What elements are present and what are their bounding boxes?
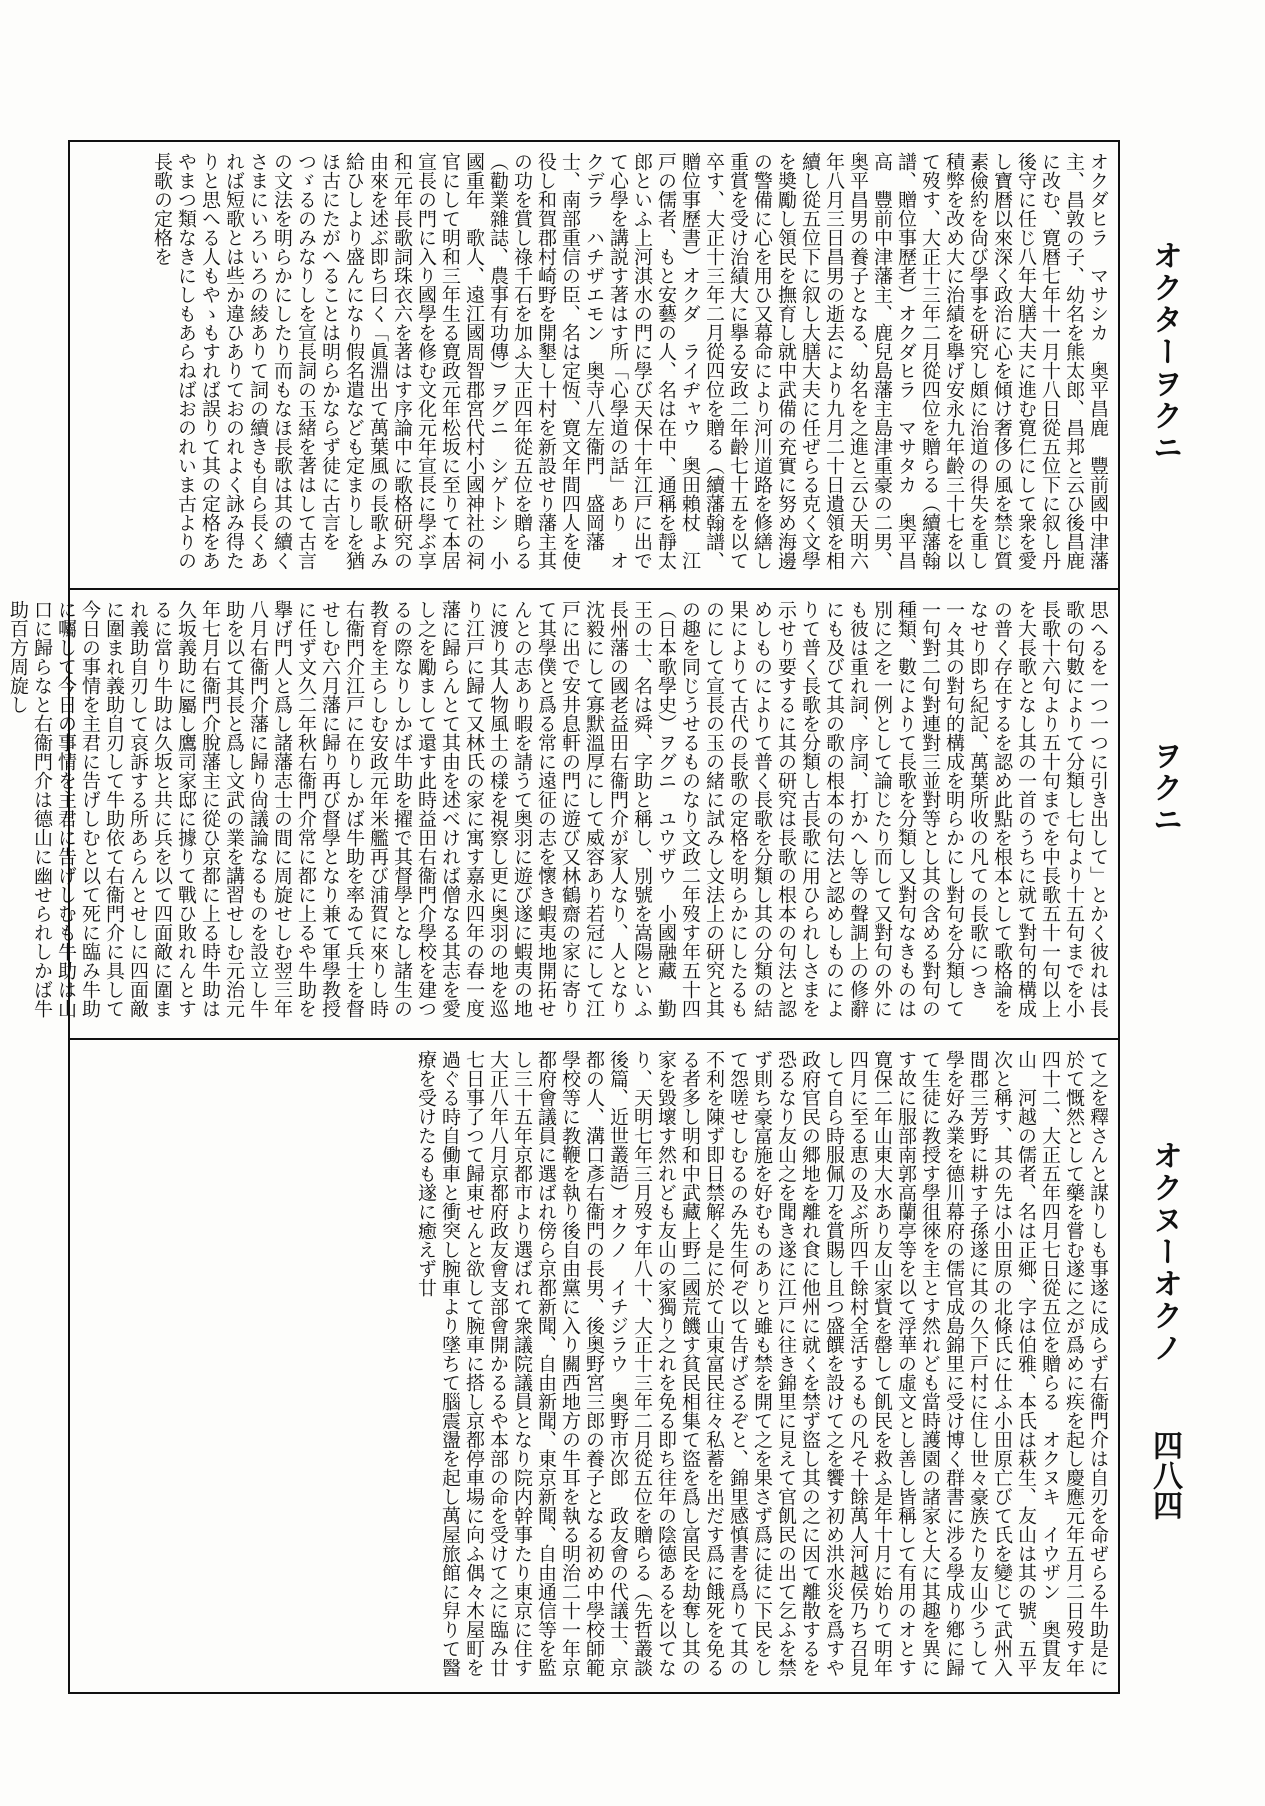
divider-middle-bottom xyxy=(68,1038,1120,1040)
running-header-bottom: オクヌーオクノ xyxy=(1147,1140,1182,1364)
section-bottom-text: て之を釋さんと謀りしも事遂に成らず右衞門介は自刃を命ぜらる牛助是に於て慨然として藥を嘗む遂に之が爲めに疾を起し慶應元年五月二日歿す年四十二、大正五年四月七日從五位を贈らる オクヌキ イウザン 奥貫友山 河越の儒者、名は正鄉、字は伯雅、本氏は萩生、友山は其の號、五平次と稱す、其の先は小田原の北條氏に仕ふ小田原亡びて氏を變じて武州入間郡三芳野に耕す子孫遂に其の久下戸村に住し世々豪族たり友山少うして學を好み業を德川幕府の儒官成島錦里に受け博く群書に涉る學成り鄕に歸て生徒に教授す學徂徠を主とす然れども當時護園の諸家と大に其趣を異にす故に服部南郭高蘭亭等を以て浮華の虛文とし善し皆稱して有用のオとす寛保二年山東大水あり友山家貲を罄して飢民を救ふ是年十月に始りて明年四月に至る恵の及ぶ所四千餘村全活するもの凡そ十餘萬人河越侯乃ち召見して自ら時服佩刀を賞賜し且つ盛饌を設けて之を饗す初め洪水災を爲すや政府官民の郷地を離れ食に他州に就くを禁ず盜し其の之に因て離散するを恐るなり友山之を聞き遂に江戸に往き錦里に見えて官飢民の出て乞ふを禁ず則ち豪富施を好むものありと雖も禁を開て之を果さず爲に徒に下民をして怨嗟せしむるのみ先生何ぞ以て告げざるぞと、錦里感慎書を爲りて其の不利を陳ず即日禁解く是に於て山東富民往々私蓄を出だす爲に餓死を免るる者多し明和中武藏上野二國荒饑す貧民相集て盜を爲し富民を劫奪し其の家を毀壞す然れども友山の家獨り之れを免る即ち往年の陰德あるを以てなり、天明七年三月歿す年八十、大正十三年二月從五位を贈らる（先哲叢談後篇、近世叢語）オクノ イチジラウ 奥野市次郎 政友會の代議士、京都の人、溝口彥右衞門の長男、後奥野宮三郎の養子となる初め中學校師範學校等に教鞭を執り後自由黨に入り關西地方の牛耳を執る明治二十一年京都府會議員に選ばれ傍ら京都新聞、自由新聞、東京新聞、自由通信等を監し三十五年京都市より選ばれて衆議院議員となり院内幹事たり東京に住す大正八年八月京都府政友會支部會開かるるや本部の命を受けて之に臨み廿七日事了つて歸東せんと欲して腕車に搭し京都停車場に向ふ偶々木屋町を過ぐる時自働車と衝突し腕車より墜ちて腦震盪を起し萬屋旅館に舁りて醫療を受けたるも遂に癒えず廿 xyxy=(415,1050,1109,1677)
running-header-middle: ヲクニ xyxy=(1147,740,1182,836)
section-top-text: オクダヒラ マサシカ 奥平昌鹿 豐前國中津藩主、昌敦の子、幼名を熊太郎、昌邦と云ひ後昌鹿に改む、寛暦七年十一月十八日從五位下に叙し丹後守に任じ八年大膳大夫に進む寛仁にして衆を愛し寶暦以來深く政治に心を傾け奢侈の風を禁じ質素儉約を尙び學事を研究し頗に治道の得失を重し積弊を改め大に治績を擧げ安永九年齡三十七を以て歿す、大正十三年二月從四位を贈らる（續藩翰譜、贈位事歷者）オクダヒラ マサタカ 奥平昌高 豐前中津藩主、鹿兒島藩主島津重豪の二男、奥平昌男の養子となる、幼名を之進と云ひ天明六年八月三日昌男の逝去により九月二十日遺領を相續し從五位下に叙し大膳大夫に任ぜらる克く文學を奬勵し領民を撫育し就中武備の充實に努め海邊の警備に心を用ひ又幕命により河川道路を修繕し重賞を受け治績大に擧る安政二年齡七十五を以て卒す、大正十三年二月從四位を贈る（續藩翰譜、贈位事歷書）オクダ ライヂャウ 奥田賴杖 江戸の儒者、もと安藝の人、名は在中、通稱を靜太郎といふ上河淇水の門に學び天保十年江戸に出でて心學を講説す著はす所「心學道の話」あり オクデラ ハチザエモン 奥寺八左衞門 盛岡藩士、南部重信の臣、名は定恆、寛文年間四人を使役し和賀郡村崎野を開墾し十村を新設せり藩主其の功を賞し祿千石を加ふ大正四年從五位を贈らる（勸業雜誌、農事有功傳）ヲグニ シゲトシ 小國重年 歌人、遠江國周智郡宮代村小國神社の祠官にして明和三年生る寛政元年松坂に至りて本居宣長の門に入り國學を修む文化元年宣長に學ぶ享和元年長歌詞珠衣六を著はす序論中に歌格研究の由來を述ぶ即ち曰く「眞淵出て萬葉風の長歌よみ給ひしより盛んになり假名遣なども定まりしを猶ほ古にたがへることは明らかならず徒に古言をつゞるのみなりしを宣長詞の玉緒を著はして古言の文法を明らかにしたり而もなほ長歌は其の續くさまにいろいろの綾ありて詞の續きも自ら長くあれば短歌とは些か違ひありておのれよく詠み得たりと思へる人もやゝもすれば誤りて其の定格をあやまつ類なきにしもあらねばおのれいま古よりの長歌の定格を xyxy=(151,152,1109,570)
running-header-top: オクターヲクニ xyxy=(1147,240,1182,464)
section-middle-text: 思へるを一つ一つに引き出して」とかく彼れは長歌の句數によりて分類し七句より十五句までを小長歌十六句より五十句までを中長歌五十一句以上を大長歌となし其の一首のうちに就て對句的構成の普く存在するを認め此點を根本として歌格論をなせり即ち紀記、萬葉所收の凡ての長歌につき一々其の對句的構成を明らかにし對句を分類して一句對二句對連對三並對等とし其の含める對句の種類、數によりて長歌を分類し又對句なきものは別に之を一例として論じたり而して又對句の外にも彼は重れ詞、序詞、打かへし等の聲調上の修辭にも及びて其の歌の根本の句法と認めしものによりて普く長歌を分類し古長歌に用ひられしさまを示せり要するに其の研究は長歌の根本の句法と認めしものによりて普く長歌を分類し其の分類の結果によりて古代の長歌の定格を明らかにしたるものにして宣長の玉の緒に試みし文法上の研究と其の趣を同じうせるものなり文政二年歿す年五十四（日本歌學史）ヲグニ ユウザウ 小國融藏 勤王の士、名は舜、字助と稱し、別號を嵩陽といふ長州藩の國老益田右衞門介が家人なり、人となり沈毅にして寡默溫厚にして威容あり若冠にして江戸に出で安井息軒の門に遊び又林鶴齋の家に寄りて其學僕と爲る常に遠征の志を懷き蝦夷地開拓せんとの志あり暇を請うて奥羽に遊び遂に蝦夷の地に渡り其人物風土の樣を視察し更に奥羽の地を巡り江戸に歸て又林氏の家に寓す嘉永四年の春一度藩に歸らんとて其由を述べければ僧なる其志を愛し之を勵まして還す此時益田右衞門介學校を建つるの際なりしかば牛助を擢で其督學となし諸生の教育を主らしむ安政元年米艦再び浦賀に來りし時右衞門介江戸に在りしかば牛助を率ゐて兵士を督せしむ六月藩に歸り再び督學となり兼て軍學教授に任ず文久二年秋右衞門介常に都に上るや牛助を擧げ門人と爲し諸藩志士の間に周旋せしむ翌三年八月右衞門介藩に歸り尙議論なるものを設立し牛助を以て其長と爲し文武の業を講習せしむ元治元年七月右衞門介脫藩主に從ひ京都に上る時牛助は久坂義助に屬し鷹司家邸に據りて戰ひ敗れんとするに當り牛助は久坂と共に兵を以て四面敵に圍まれ義助自刃して哀訴する所あらんとせしに四面敵に圍まれ義助自刃して牛助依て右衞門介に具して今日の事情を主君に告げしむと以て死に臨み牛助に囑して今日の事情を主君に告げしむも牛助は山口に歸らなと右衞門介は德山に幽せられしかば牛助百方周旋し xyxy=(7,600,1109,1018)
top-rule xyxy=(68,140,1120,142)
bottom-rule xyxy=(68,1692,1120,1694)
page-number: 四八四 xyxy=(1147,1430,1182,1520)
right-border xyxy=(1118,140,1120,1694)
divider-top-middle xyxy=(68,588,1120,590)
